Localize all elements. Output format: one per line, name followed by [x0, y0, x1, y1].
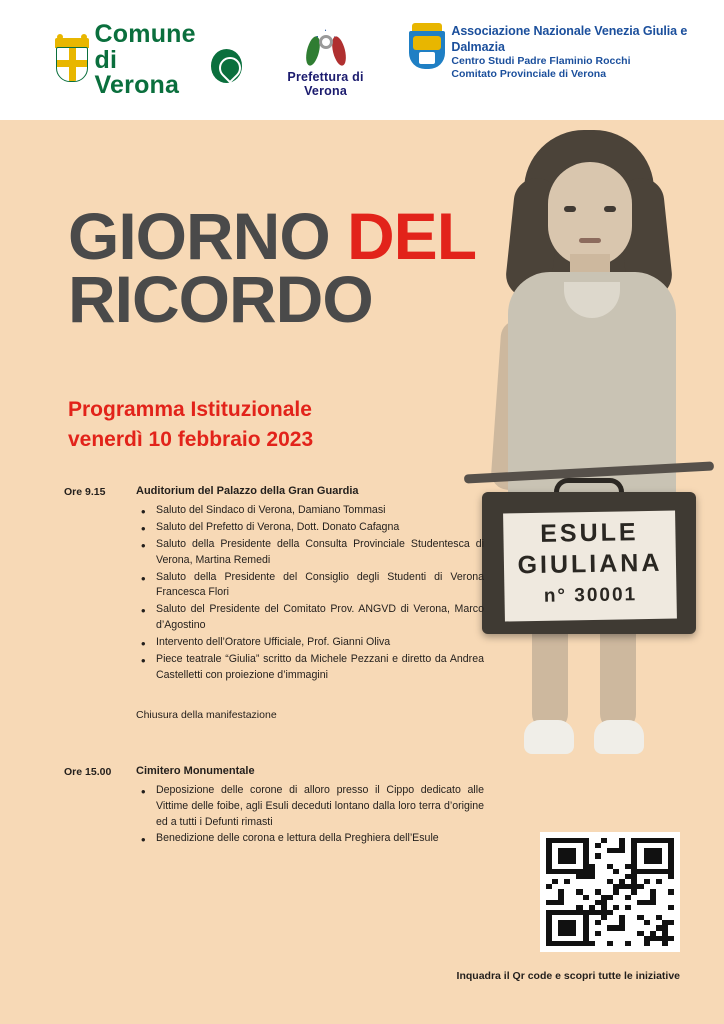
- session-morning: [64, 485, 484, 685]
- qr-code-icon[interactable]: [540, 832, 680, 952]
- program: [64, 485, 484, 852]
- suitcase-label: [503, 511, 677, 622]
- qr-code-block[interactable]: [540, 832, 680, 952]
- session-place: Auditorium del Palazzo della Gran Guardia: [136, 485, 359, 497]
- list-item: • Saluto del Sindaco di Verona, Damiano Tommasi: [154, 503, 484, 519]
- anvgd-line3: Comitato Provinciale di Verona: [451, 68, 607, 81]
- prefettura-label: Prefettura di Verona: [287, 70, 364, 98]
- suitcase-label-line2: GIULIANA: [517, 548, 663, 580]
- anvgd-label: [451, 23, 724, 82]
- title-word-del: DEL: [347, 199, 477, 273]
- suitcase-label-line1: ESULE: [539, 518, 639, 548]
- list-item: • Deposizione delle corone di alloro presso il Cippo dedicato alle Vittime delle foibe, agli Esuli deceduti lontano dalla loro terra d’origine ed a tutti i Defunti rimasti: [154, 783, 484, 831]
- leaf-circle-icon: [211, 49, 243, 83]
- logo-prefettura: [268, 24, 383, 98]
- anvgd-crest-icon: [409, 23, 443, 69]
- anvgd-line2: Centro Studi Padre Flaminio Rocchi: [451, 55, 631, 67]
- title-line-2: RICORDO: [68, 262, 373, 337]
- suitcase-label-line3: n° 30001: [543, 583, 638, 607]
- session-time: Ore 15.00: [64, 765, 112, 778]
- session-time: Ore 9.15: [64, 486, 106, 498]
- qr-caption: Inquadra il Qr code e scopri tutte le iniziative: [456, 970, 680, 982]
- list-item: • Saluto del Prefetto di Verona, Dott. Donato Cafagna: [154, 520, 484, 536]
- title-word-giorno: GIORNO: [68, 199, 348, 273]
- logo-comune-di-verona: [55, 22, 242, 99]
- session-item-list: [136, 503, 484, 684]
- list-item: • Benedizione delle corona e lettura della Preghiera dell’Esule: [154, 831, 484, 847]
- logo-row: [55, 22, 724, 99]
- list-item: • Piece teatrale “Giulia” scritto da Michele Pezzani e diretto da Andrea Castelletti con proiezione d’immagini: [154, 652, 484, 684]
- comune-line1: Comune: [94, 20, 196, 48]
- list-item: • Saluto del Presidente del Comitato Prov. ANGVD di Verona, Marco d’Agostino: [154, 602, 484, 634]
- session-place: Cimitero Monumentale: [136, 764, 255, 777]
- comune-line2: di Verona: [94, 45, 180, 99]
- list-item: • Saluto della Presidente della Consulta Provinciale Studentesca di Verona, Martina Remedi: [154, 537, 484, 569]
- session-item-list: [136, 783, 484, 848]
- italy-emblem-icon: [307, 24, 345, 66]
- header-logos-bar: [0, 0, 724, 120]
- list-item: • Saluto della Presidente del Consiglio degli Studenti di Verona Francesca Flori: [154, 570, 484, 602]
- comune-label: [95, 22, 201, 99]
- anvgd-line1: Associazione Nazionale Venezia Giulia e Dalmazia: [451, 24, 688, 54]
- subtitle: [68, 395, 313, 456]
- verona-crest-icon: [55, 38, 87, 82]
- title-line-1: [68, 199, 477, 273]
- session-afternoon: [64, 765, 484, 849]
- list-item: • Intervento dell’Oratore Ufficiale, Prof. Gianni Oliva: [154, 635, 484, 651]
- page-title: [68, 199, 477, 337]
- closing-note: Chiusura della manifestazione: [136, 708, 277, 721]
- subtitle-line2: venerdì 10 febbraio 2023: [68, 428, 314, 452]
- logo-anvgd: [409, 23, 724, 82]
- subtitle-line1: Programma Istituzionale: [68, 398, 312, 421]
